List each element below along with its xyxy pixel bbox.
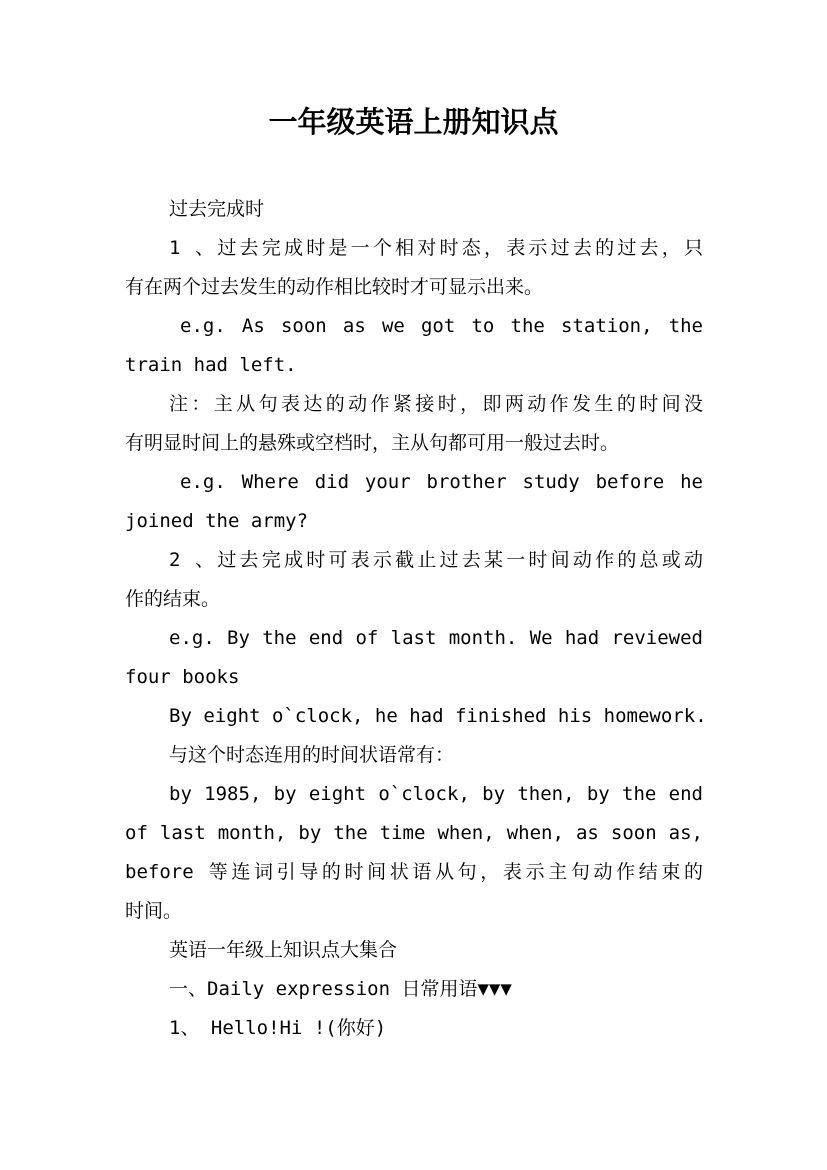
section-heading: 过去完成时 [169,198,265,220]
paragraph-line: 有在两个过去发生的动作相比较时才可显示出来。 [125,276,544,298]
example-line: train had left. [125,354,297,376]
note-line: 有明显时间上的悬殊或空档时，主从句都可用一般过去时。 [125,432,620,454]
paragraph-line: before 等连词引导的时间状语从句，表示主句动作结束的 [125,861,703,883]
paragraph-line: by 1985, by eight o`clock, by then, by the end [169,783,703,805]
paragraph-line: 2 、过去完成时可表示截止过去某一时间动作的总或动 [169,549,703,571]
section-heading: 英语一年级上知识点大集合 [169,939,398,961]
example-line: By eight o`clock, he had finished his homework. [169,705,707,727]
paragraph-line: 时间。 [125,900,183,922]
paragraph-line: 与这个时态连用的时间状语常有： [169,744,455,766]
list-item: 1、 Hello!Hi !(你好) [169,1017,387,1039]
example-line: e.g. As soon as we got to the station, the [180,315,703,337]
paragraph-line: 1 、过去完成时是一个相对时态，表示过去的过去，只 [169,237,703,259]
example-line: e.g. Where did your brother study before he [180,471,703,493]
paragraph-line: of last month, by the time when, when, as soon as, [125,822,703,844]
example-line: e.g. By the end of last month. We had reviewed [169,627,703,649]
document-title: 一年级英语上册知识点 [268,105,559,139]
example-line: joined the army? [125,510,309,532]
note-line: 注：主从句表达的动作紧接时，即两动作发生的时间没 [169,393,703,415]
document-body [125,190,707,1048]
example-line: four books [125,666,240,688]
section-heading: 一、Daily expression 日常用语▼▼▼ [169,978,512,1000]
paragraph-line: 作的结束。 [125,588,221,610]
